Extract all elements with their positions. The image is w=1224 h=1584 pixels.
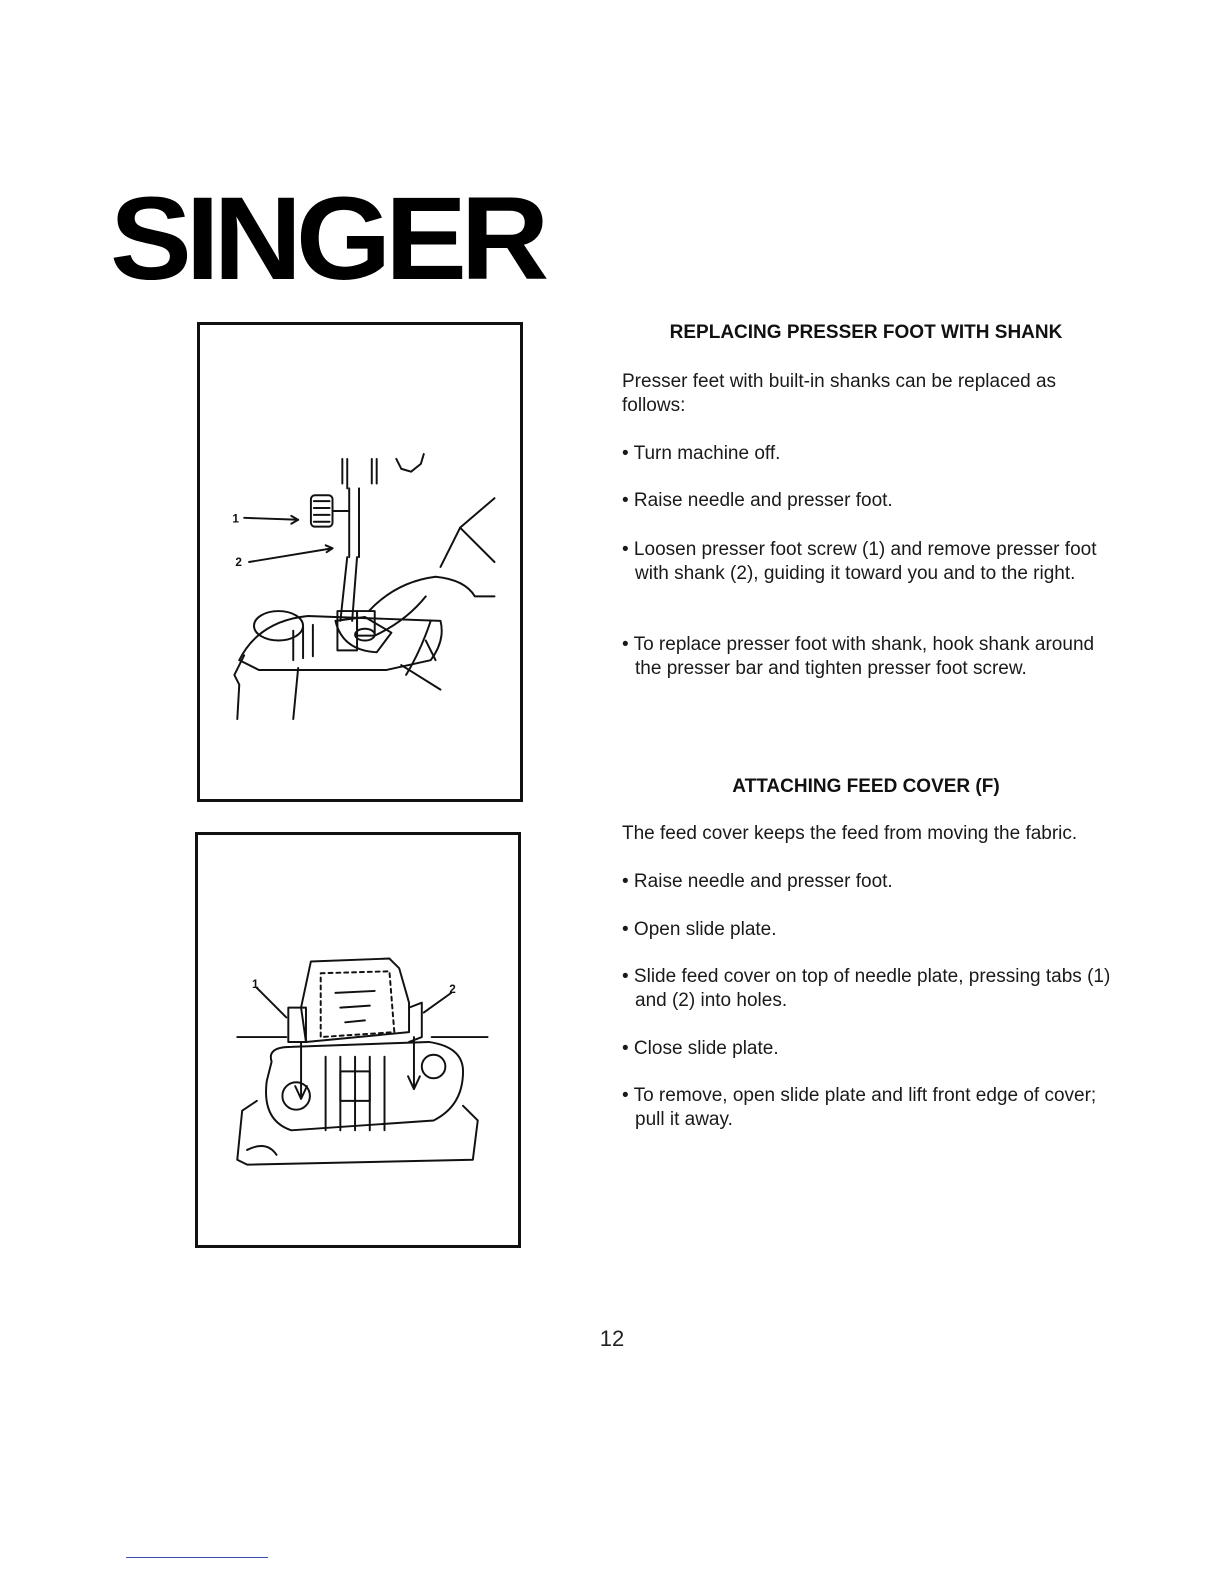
figure-feed-cover-illustration [195,832,521,1248]
figure1-callout-2: 2 [235,555,242,569]
section-title-attaching-feed-cover: ATTACHING FEED COVER (F) [732,776,1000,797]
feed-cover-drawing [198,835,518,1245]
section2-step-5: • To remove, open slide plate and lift front edge of cover; pull it away. [622,1085,1097,1130]
figure-presser-foot-illustration [197,322,523,802]
section1-step-1: • Turn machine off. [622,443,781,464]
presser-foot-drawing [200,325,520,799]
figure2-callout-1: 1 [251,977,259,991]
section2-step-4: • Close slide plate. [622,1038,779,1059]
singer-logo: SINGER [110,173,544,305]
page-number: 12 [599,1326,625,1351]
section-title-replacing-presser-foot: REPLACING PRESSER FOOT WITH SHANK [669,322,1063,343]
section1-intro: Presser feet with built-in shanks can be replaced as follows: [622,371,1057,416]
footer-rule [126,1557,268,1558]
figure2-callout-2: 2 [449,982,456,996]
section2-step-3: • Slide feed cover on top of needle plate, pressing tabs (1) and (2) into holes. [622,966,1111,1011]
section1-step-3: • Loosen presser foot screw (1) and remove presser foot with shank (2), guiding it toward you and to the right. [622,539,1097,584]
section1-step-4: • To replace presser foot with shank, hook shank around the presser bar and tighten presser foot screw. [622,634,1095,679]
section1-step-2: • Raise needle and presser foot. [622,490,893,511]
section2-intro: The feed cover keeps the feed from moving the fabric. [622,823,1078,844]
section2-step-1: • Raise needle and presser foot. [622,871,893,892]
figure1-callout-1: 1 [232,512,239,526]
section2-step-2: • Open slide plate. [622,919,777,940]
